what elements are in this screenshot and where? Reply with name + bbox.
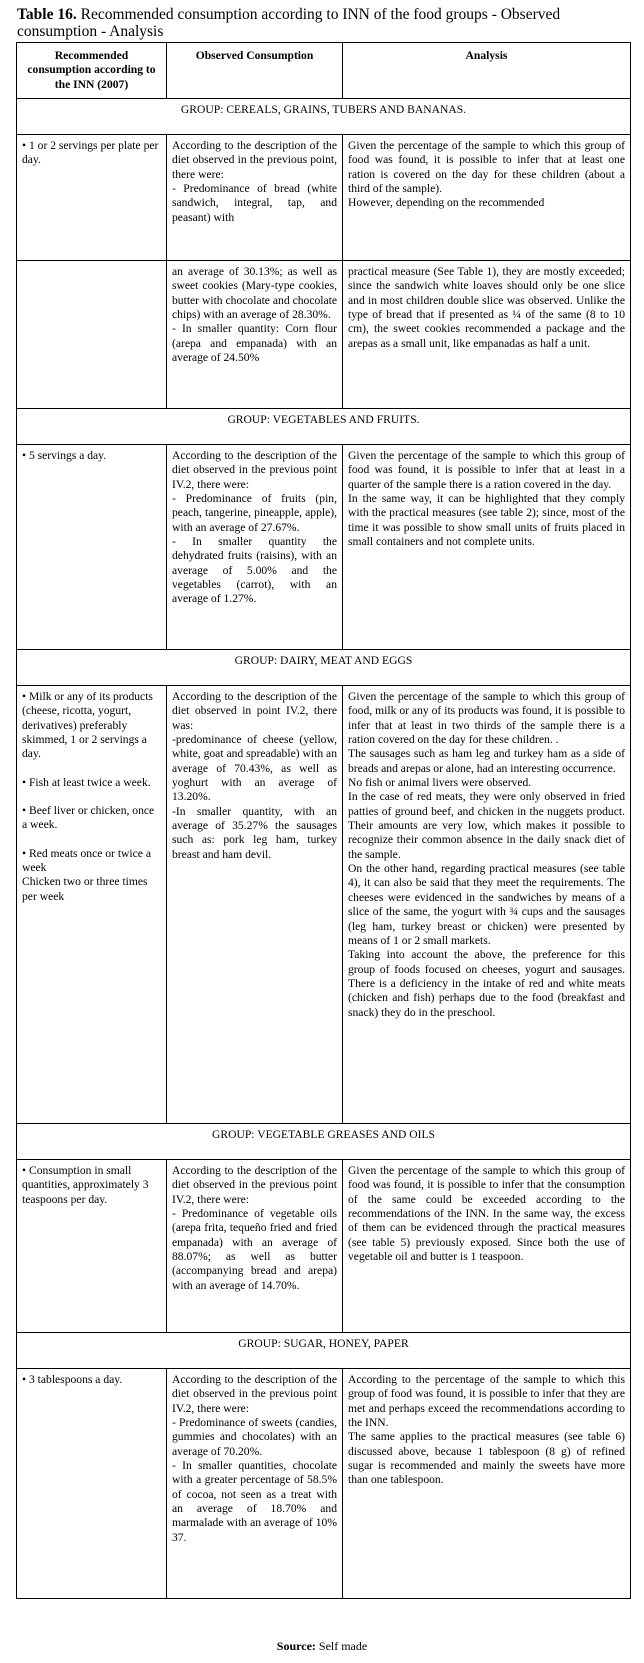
group-title: GROUP: DAIRY, MEAT AND EGGS (17, 650, 631, 686)
table-row (17, 1160, 631, 1333)
header-observed: Observed Consumption (167, 43, 343, 99)
header-recommended: Recommended consumption according to the INN (2007) (17, 43, 167, 99)
observed-cell: According to the description of the diet observed in point IV.2, there was: -predominance of cheese (yellow, white, goat and spreadable) with an average of 70.43%, as well as yoghurt with an average of 13.20%. -In smaller quantity, with an average of 35.27% the sausages such as: pork leg ham, turkey breast and ham devil. (167, 686, 343, 1124)
group-header-row (17, 650, 631, 686)
group-title: GROUP: VEGETABLE GREASES AND OILS (17, 1124, 631, 1160)
group-header-row (17, 1333, 631, 1369)
table-row (17, 1369, 631, 1599)
table-row (17, 261, 631, 409)
observed-cell: According to the description of the diet observed in the previous point, there were: - Predominance of bread (white sandwich, integral, tap, and peasant) with (167, 135, 343, 261)
table-body (17, 99, 631, 1599)
analysis-cell: According to the percentage of the sample to which this group of food was found, it is possible to infer that they are met and perhaps exceed the recommendations according to the INN. The same applies to the practical measures (see table 6) discussed above, because 1 tablespoon (8 g) of refined sugar is recommended and mainly the sweets have more than one tablespoon. (343, 1369, 631, 1599)
caption-text: Recommended consumption according to INN of the food groups - Observed consumption - Analysis (17, 6, 561, 40)
recommendation-item: • 5 servings a day. (22, 449, 107, 462)
analysis-cell: Given the percentage of the sample to which this group of food was found, it is possible to infer that at least in a quarter of the sample there is a ration covered in the day. In the same way, it can be highlighted that they comply with the practical measures (see table 2); since, most of the time it was possible to show small units of fruits placed in small containers and not complete units. (343, 445, 631, 650)
group-title: GROUP: CEREALS, GRAINS, TUBERS AND BANANAS. (17, 99, 631, 135)
analysis-cell: Given the percentage of the sample to which this group of food, milk or any of its products was found, it is possible to infer that at least in two thirds of the sample there is a ration covered on the day for these children. . The sausages such as ham leg and turkey ham as a side of breads and arepas or alone, had an interesting occurrence. No fish or animal livers were observed. In the case of red meats, they were only observed in fried patties of ground beef, and chicken in the nuggets product. Their amounts are very low, which makes it possible to recognize their common absence in the daily snack diet of the sample. On the other hand, regarding practical measures (see table 4), it can also be said that they meet the requirements. The cheeses were evidenced in the sandwiches by means of a slice of the same, the yogurt with ¾ cups and the sausages (leg ham, turkey breast or chicken) were presented by means of 1 or 2 small markets. Taking into account the above, the preference for this group of foods focused on cheeses, yogurt and sausages. There is a deficiency in the intake of red and white meats (chicken and fish) perhaps due to the food (breakfast and snack) they do in the preschool. (343, 686, 631, 1124)
header-analysis: Analysis (343, 43, 631, 99)
recommendation-item: • Fish at least twice a week. (22, 775, 151, 789)
observed-cell: an average of 30.13%; as well as sweet cookies (Mary-type cookies, butter with chocolate and chocolate chips) with an average of 28.30%. - In smaller quantity: Corn flour (arepa and empanada) with an average of 24.50% (167, 261, 343, 409)
recommended-cell (17, 1160, 167, 1333)
recommended-cell (17, 445, 167, 650)
table-row (17, 686, 631, 1124)
recommended-cell (17, 1369, 167, 1599)
table-row (17, 445, 631, 650)
consumption-table (16, 42, 631, 1599)
recommendation-item: • 3 tablespoons a day. (22, 1373, 123, 1386)
analysis-cell: Given the percentage of the sample to which this group of food was found, it is possible to infer that the consumption of the same could be exceeded according to the recommendations of the INN. In the same way, the excess of them can be evidenced through the practical measures (see table 5) previously exposed. Since both the use of vegetable oil and butter is 1 teaspoon. (343, 1160, 631, 1333)
group-title: GROUP: SUGAR, HONEY, PAPER (17, 1333, 631, 1369)
source-label: Source: (276, 1639, 316, 1653)
recommendation-item: • Red meats once or twice a week Chicken two or three times per week (22, 846, 151, 903)
recommended-cell (17, 261, 167, 409)
recommended-cell (17, 135, 167, 261)
group-title: GROUP: VEGETABLES AND FRUITS. (17, 409, 631, 445)
recommendation-item: • 1 or 2 servings per plate per day. (22, 139, 159, 167)
group-header-row (17, 99, 631, 135)
recommended-cell (17, 686, 167, 1124)
analysis-cell: Given the percentage of the sample to which this group of food was found, it is possible to infer that at least one ration is covered on the day for these children (about a third of the sample). However, depending on the recommended (343, 135, 631, 261)
observed-cell: According to the description of the diet observed in the previous point IV.2, there were: - Predominance of fruits (pin, peach, tangerine, pineapple, apple), with an average of 27.67%. - In smaller quantity the dehydrated fruits (raisins), with an average of 5.00% and the vegetables (carrot), with an average of 1.27%. (167, 445, 343, 650)
analysis-cell: practical measure (See Table 1), they are mostly exceeded; since the sandwich white loaves should only be one slice and in most children double slice was observed. Unlike the type of bread that if presented as ¼ of the same (8 to 10 cm), the sweet cookies recommended a package and the arepas as a small unit, like empanadas as half a unit. (343, 261, 631, 409)
recommendation-item: • Milk or any of its products (cheese, ricotta, yogurt, derivatives) preferably skimmed, 1 or 2 servings a day. (22, 690, 153, 761)
table-source (0, 1639, 644, 1654)
header-row (17, 43, 631, 99)
table-caption (17, 6, 637, 40)
group-header-row (17, 1124, 631, 1160)
observed-cell: According to the description of the diet observed in the previous point IV.2, there were: - Predominance of sweets (candies, gummies and chocolates) with an average of 70.20%. - In smaller quantities, chocolate with a greater percentage of 58.5% of cocoa, not seen as a treat with an average of 18.70% and marmalade with an average of 10% 37. (167, 1369, 343, 1599)
recommendation-item: • Consumption in small quantities, approximately 3 teaspoons per day. (22, 1164, 149, 1206)
caption-label: Table 16. (17, 6, 77, 23)
table-row (17, 135, 631, 261)
source-text: Self made (315, 1639, 368, 1653)
recommendation-item: • Beef liver or chicken, once a week. (22, 804, 155, 832)
group-header-row (17, 409, 631, 445)
observed-cell: According to the description of the diet observed in the previous point IV.2, there were: - Predominance of vegetable oils (arepa frita, tequeño fried and fried empanada) with an average of 88.07%; as well as butter (accompanying bread and arepa) with an average of 14.70%. (167, 1160, 343, 1333)
